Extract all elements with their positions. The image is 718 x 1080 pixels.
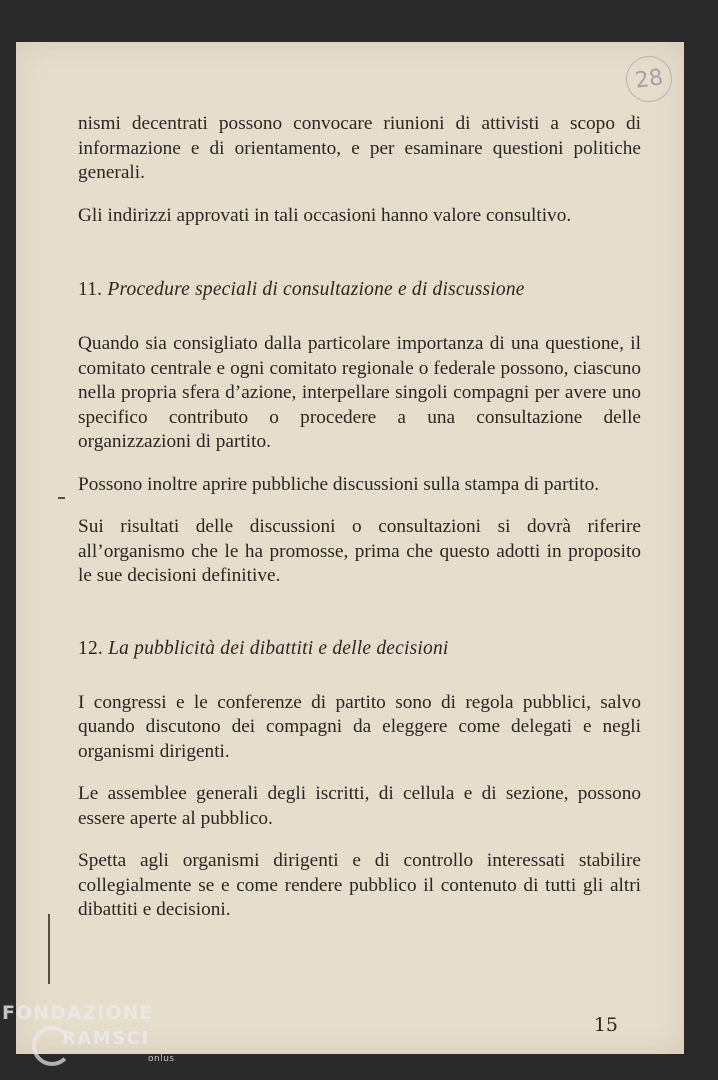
paragraph: nismi decentrati possono convocare riunioni di attivisti a scopo di informazione e di orientamento, e per esaminare questioni politiche generali. bbox=[78, 113, 641, 183]
margin-line-mark bbox=[48, 914, 50, 984]
watermark-line2: RAMSCI bbox=[62, 1028, 150, 1049]
paragraph: Sui risultati delle discussioni o consultazioni si dovrà riferire all’organismo che le ha promosse, prima che questo adotti in proposito le sue decisioni definitive. bbox=[78, 516, 641, 586]
section-title: La pubblicità dei dibattiti e delle decisioni bbox=[108, 637, 449, 659]
margin-dash-mark bbox=[58, 497, 65, 499]
section-heading-12 bbox=[78, 637, 641, 661]
watermark-line3: onlus bbox=[148, 1054, 175, 1064]
stamp-number: 28 bbox=[633, 64, 665, 94]
section-number: 12. bbox=[78, 637, 103, 659]
foundation-watermark bbox=[2, 1002, 182, 1072]
section-heading-11 bbox=[78, 278, 641, 302]
watermark-line1: FONDAZIONE bbox=[2, 1002, 154, 1024]
paragraph: Gli indirizzi approvati in tali occasioni hanno valore consultivo. bbox=[78, 204, 572, 226]
section-title: Procedure speciali di consultazione e di discussione bbox=[107, 279, 525, 300]
paragraph: Quando sia consigliato dalla particolare importanza di una questione, il comitato centrale e ogni comitato regionale o federale possono, ciascuno nella propria sfera d’azione, interpellare singoli compagni per avere uno specifico contributo o procedere a una consultazione delle organizzazioni di partito. bbox=[78, 333, 641, 452]
page-content bbox=[78, 112, 641, 941]
paragraph: I congressi e le conferenze di partito sono di regola pubblici, salvo quando discutono dei compagni da eleggere come delegati e negli organismi dirigenti. bbox=[78, 691, 641, 762]
paragraph: Possono inoltre aprire pubbliche discussioni sulla stampa di partito. bbox=[78, 473, 600, 495]
paragraph: Spetta agli organismi dirigenti e di controllo interessati stabilire collegialmente se e come rendere pubblico il contenuto di tutti gli altri dibattiti e decisioni. bbox=[78, 850, 641, 920]
section-number: 11. bbox=[78, 279, 103, 300]
document-page bbox=[16, 42, 684, 1054]
paragraph: Le assemblee generali degli iscritti, di cellula e di sezione, possono essere aperte al pubblico. bbox=[78, 783, 641, 829]
page-number: 15 bbox=[593, 1014, 618, 1036]
archive-stamp bbox=[623, 53, 675, 105]
